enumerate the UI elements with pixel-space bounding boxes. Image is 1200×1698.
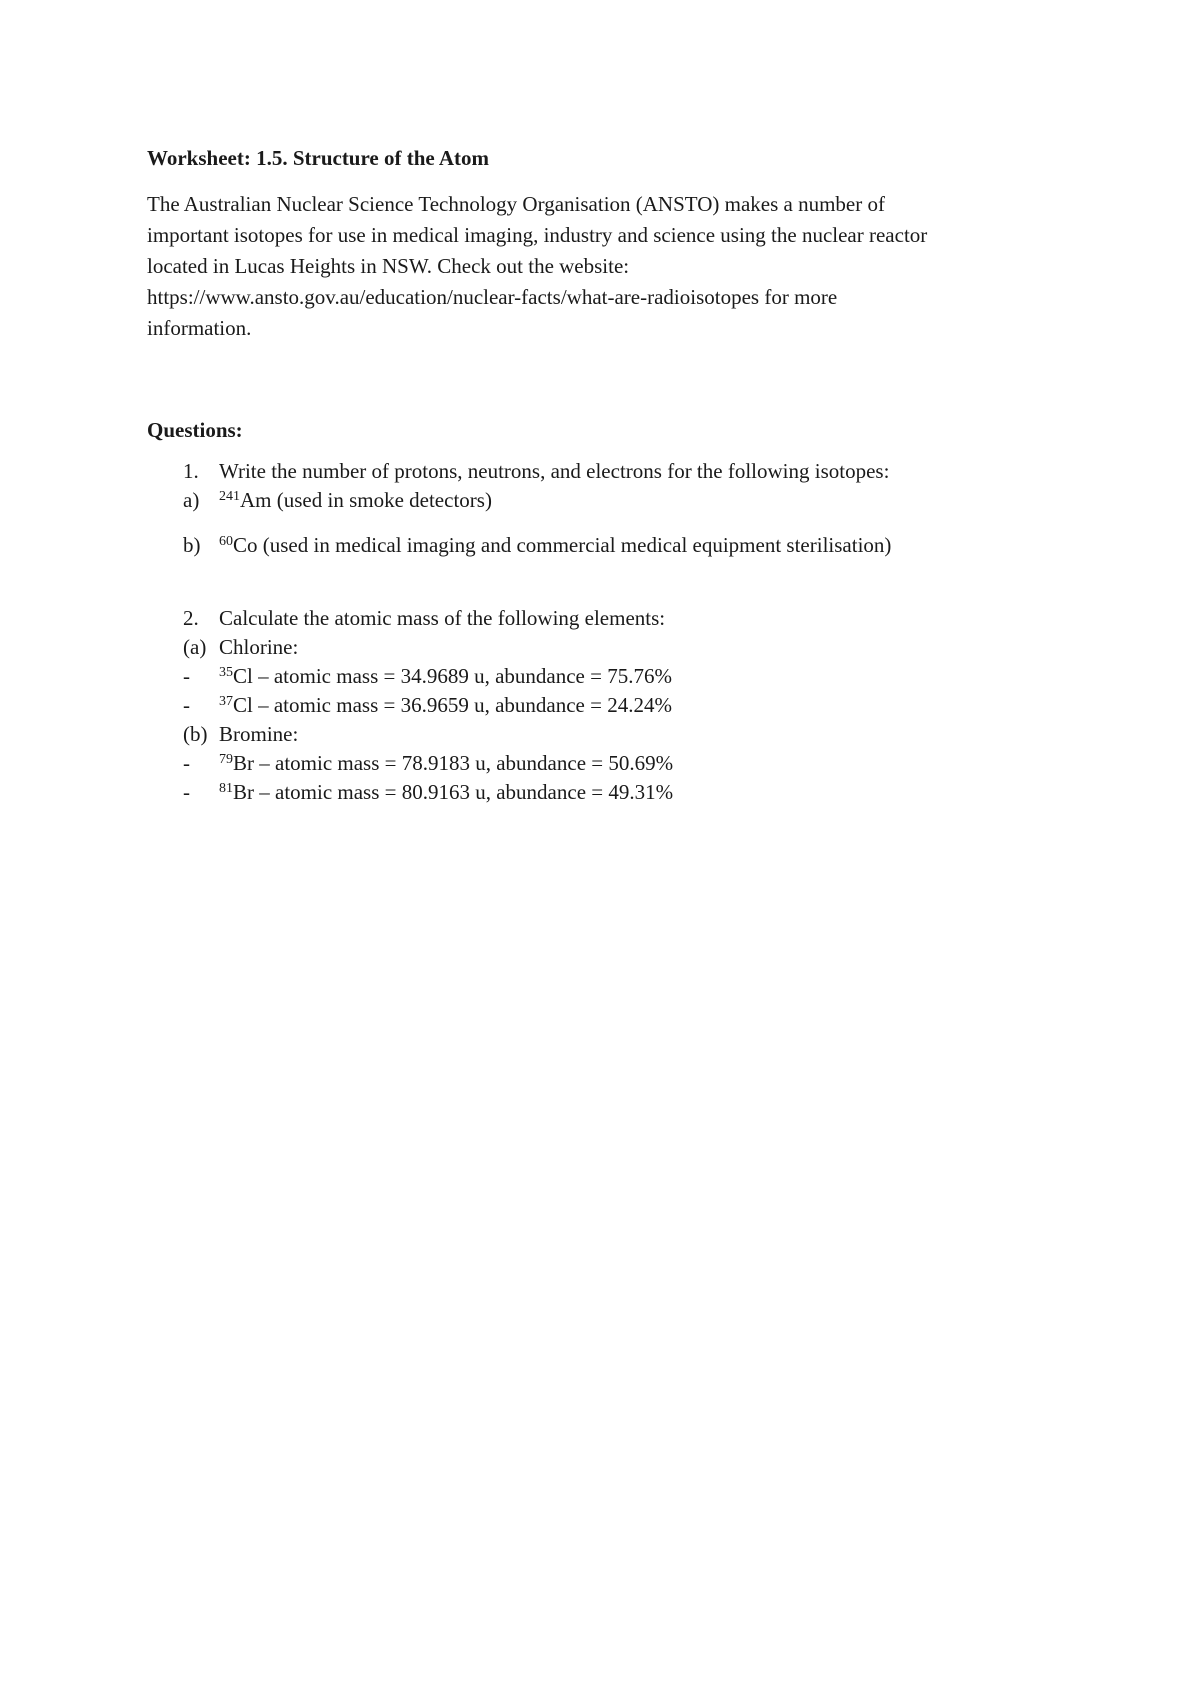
worksheet-title: Worksheet: 1.5. Structure of the Atom — [147, 146, 489, 170]
dash-marker: - — [183, 780, 190, 804]
dash-marker: - — [183, 693, 190, 717]
element-symbol: Co — [233, 533, 258, 557]
isotope-text — [219, 691, 672, 720]
group-marker: (a) — [183, 635, 207, 659]
isotope-text — [219, 749, 673, 778]
group-label: Bromine: — [219, 722, 299, 746]
intro-paragraph — [147, 189, 1067, 344]
question-1-item-a — [147, 486, 1067, 515]
mass-number: 60 — [219, 534, 233, 549]
isotope-row — [147, 778, 1067, 807]
question-2-group-b — [147, 720, 1067, 749]
document-content — [147, 146, 1067, 807]
mass-number: 37 — [219, 694, 233, 709]
mass-number: 79 — [219, 752, 233, 767]
question-text: Write the number of protons, neutrons, and electrons for the following isotopes: — [219, 459, 890, 483]
isotope-text — [219, 778, 673, 807]
group-marker: (b) — [183, 722, 208, 746]
element-symbol: Br — [233, 751, 254, 775]
question-text: Calculate the atomic mass of the following elements: — [219, 606, 666, 630]
intro-line: information. — [147, 316, 252, 340]
element-symbol: Br — [233, 780, 254, 804]
intro-line-url: https://www.ansto.gov.au/education/nuclear-facts/what-are-radioisotopes for more — [147, 285, 838, 309]
question-number: 1. — [183, 459, 199, 483]
isotope-details: – atomic mass = 34.9689 u, abundance = 75.76% — [252, 664, 672, 688]
dash-marker: - — [183, 664, 190, 688]
question-1-item-b — [147, 531, 1067, 560]
item-description: (used in smoke detectors) — [271, 488, 492, 512]
isotope-text — [219, 662, 672, 691]
item-text — [219, 531, 891, 560]
isotope-details: – atomic mass = 36.9659 u, abundance = 24.24% — [252, 693, 672, 717]
question-2 — [147, 604, 1067, 633]
questions-heading: Questions: — [147, 418, 243, 442]
question-2-group-a — [147, 633, 1067, 662]
item-text — [219, 486, 492, 515]
isotope-row — [147, 749, 1067, 778]
item-marker: a) — [183, 488, 200, 512]
mass-number: 241 — [219, 489, 240, 504]
intro-line: important isotopes for use in medical imaging, industry and science using the nuclear reactor — [147, 223, 928, 247]
mass-number: 35 — [219, 665, 233, 680]
element-symbol: Am — [240, 488, 272, 512]
mass-number: 81 — [219, 781, 233, 796]
element-symbol: Cl — [233, 693, 253, 717]
isotope-details: – atomic mass = 78.9183 u, abundance = 50.69% — [254, 751, 674, 775]
group-label: Chlorine: — [219, 635, 299, 659]
dash-marker: - — [183, 751, 190, 775]
intro-line: located in Lucas Heights in NSW. Check out the website: — [147, 254, 630, 278]
item-description: (used in medical imaging and commercial medical equipment sterilisation) — [257, 533, 892, 557]
isotope-row — [147, 691, 1067, 720]
item-marker: b) — [183, 533, 201, 557]
question-number: 2. — [183, 606, 199, 630]
element-symbol: Cl — [233, 664, 253, 688]
isotope-row — [147, 662, 1067, 691]
isotope-details: – atomic mass = 80.9163 u, abundance = 49.31% — [254, 780, 674, 804]
intro-line: The Australian Nuclear Science Technology Organisation (ANSTO) makes a number of — [147, 192, 885, 216]
question-1 — [147, 457, 1067, 486]
